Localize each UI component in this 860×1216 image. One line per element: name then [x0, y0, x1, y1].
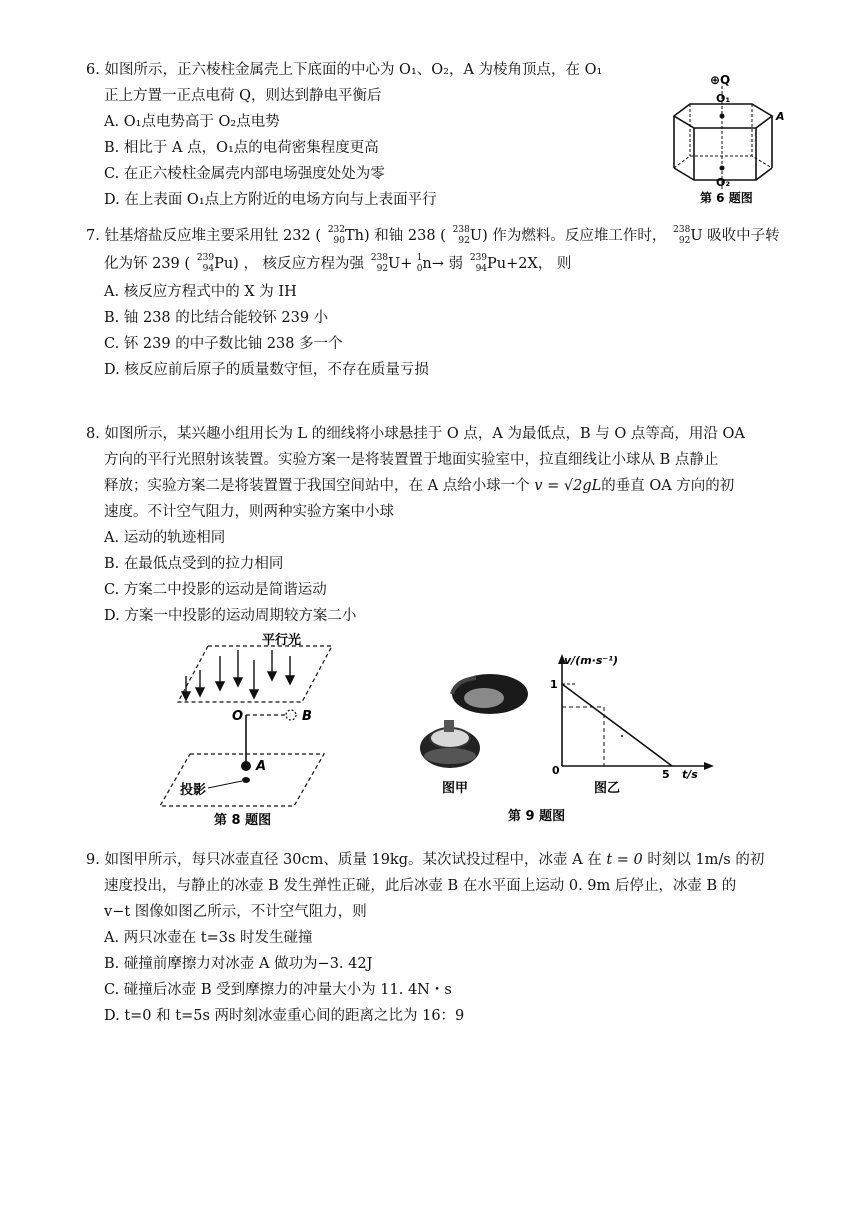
- q6-option-d: D. 在上表面 O₁点上方附近的电场方向与上表面平行: [104, 192, 437, 208]
- vt-chart: [550, 654, 714, 781]
- pu-mass-2: 239: [469, 253, 488, 263]
- th-mass: 232: [327, 225, 345, 235]
- q8-line1: 8. 如图所示，某兴趣小组用长为 L 的细线将小球悬挂于 O 点，A 为最低点，B 与 O 点等高，用沿 OA: [86, 426, 745, 442]
- q8-b-label: B: [302, 709, 312, 724]
- curling-stones-image: [420, 674, 528, 768]
- q8-option-c: C. 方案二中投影的运动是简谐运动: [104, 582, 327, 598]
- u-z-2: 92: [678, 236, 691, 246]
- u-mass-2: 238: [673, 225, 691, 235]
- q7-text-1d: U 吸收中子转: [690, 228, 780, 244]
- n-nuclide: [412, 254, 422, 274]
- pu-z: 94: [202, 264, 215, 274]
- q7-option-c: C. 钚 239 的中子数比铀 238 多一个: [104, 336, 343, 352]
- th-z: 90: [333, 236, 345, 246]
- pu-nuclide-2: [463, 254, 487, 274]
- q7-text-1a: 7. 钍基熔盐反应堆主要采用钍 232 (: [86, 228, 321, 244]
- vt-ylabel: v/(m·s⁻¹): [564, 654, 619, 667]
- q7-option-d: D. 核反应前后原子的质量数守恒，不存在质量亏损: [104, 362, 429, 378]
- q7-option-b: B. 铀 238 的比结合能较钚 239 小: [104, 310, 329, 326]
- u-symbol: U: [469, 228, 483, 244]
- vt-xtick-5: 5: [662, 768, 670, 781]
- q8-o-label: O: [232, 709, 244, 724]
- q8-figure: [160, 626, 340, 831]
- n-z: 0: [416, 264, 423, 274]
- q6-caption: 第 6 题图: [700, 191, 753, 205]
- q9-yi-label: 图乙: [594, 781, 621, 796]
- q6-charge-label: ⊕Q: [710, 73, 731, 87]
- q8-option-d: D. 方案一中投影的运动周期较方案二小: [104, 608, 357, 624]
- th-nuclide: [321, 226, 345, 246]
- q9-option-b: B. 碰撞前摩擦力对冰壶 A 做功为−3. 42J: [104, 956, 373, 972]
- u-mass-3: 238: [370, 253, 389, 263]
- q8-option-b: B. 在最低点受到的拉力相同: [104, 556, 284, 572]
- q6-stem-line1: 6. 如图所示，正六棱柱金属壳上下底面的中心为 O₁、O₂，A 为棱角顶点，在 O₁: [86, 62, 603, 78]
- u-z-3: 92: [376, 264, 389, 274]
- q7-text-2c: U+: [388, 256, 413, 272]
- q9-line3: v−t 图像如图乙所示，不计空气阻力，则: [104, 904, 367, 920]
- q9-text-1b: 时刻以 1m/s 的初: [642, 852, 765, 868]
- pu-z-2: 94: [475, 264, 488, 274]
- q6-option-c: C. 在正六棱柱金属壳内部电场强度处处为零: [104, 166, 385, 182]
- q8-line4: 速度。不计空气阻力，则两种实验方案中小球: [104, 504, 394, 520]
- q6-option-a: A. O₁点电势高于 O₂点电势: [104, 114, 280, 130]
- q7-text-2a: 化为钚 239 (: [104, 256, 191, 272]
- q7-text-2e: Pu+2X， 则: [487, 256, 572, 272]
- q9-caption: 第 9 题图: [508, 809, 566, 824]
- q6-o1-label: O₁: [716, 92, 731, 105]
- q9-option-c: C. 碰撞后冰壶 B 受到摩擦力的冲量大小为 11. 4N・s: [104, 982, 452, 998]
- vt-ytick-1: 1: [550, 678, 558, 691]
- q8-text-3a: 释放；实验方案二是将装置置于我国空间站中，在 A 点给小球一个: [104, 478, 535, 494]
- n-mass: 1: [416, 253, 423, 263]
- q8-light-label: 平行光: [262, 633, 302, 648]
- vt-xlabel: t/s: [682, 768, 698, 781]
- pu-mass: 239: [196, 253, 215, 263]
- q9-jia-label: 图甲: [442, 781, 469, 796]
- q9-line1: [86, 850, 764, 870]
- u-mass: 238: [452, 225, 470, 235]
- q6-o2-label: O₂: [716, 176, 731, 189]
- vt-origin: 0: [552, 764, 560, 777]
- q9-text-1a: 9. 如图甲所示，每只冰壶直径 30cm、质量 19kg。某次试投过程中，冰壶 A 在: [86, 852, 607, 868]
- q6-figure: [660, 62, 800, 212]
- q8-a-label: A: [256, 759, 267, 774]
- q7-text-1c: ) 作为燃料。反应堆工作时，: [482, 228, 667, 244]
- pu-symbol: Pu: [214, 256, 234, 272]
- q9-option-a: A. 两只冰壶在 t=3s 时发生碰撞: [104, 930, 313, 946]
- q7-line2: [104, 254, 571, 274]
- q9-line2: 速度投出，与静止的冰壶 B 发生弹性正碰，此后冰壶 B 在水平面上运动 0. 9m 后停止，冰壶 B 的: [104, 878, 737, 894]
- q8-velocity-formula: v = √2gL: [534, 478, 602, 494]
- q8-option-a: A. 运动的轨迹相同: [104, 530, 226, 546]
- q9-figure: [416, 650, 716, 830]
- q7-text-1b: ) 和铀 238 (: [364, 228, 446, 244]
- q7-line1: [86, 226, 780, 246]
- q8-line2: 方向的平行光照射该装置。实验方案一是将装置置于地面实验室中，拉直细线让小球从 B 点静止: [104, 452, 719, 468]
- u-nuclide-3: [364, 254, 388, 274]
- q7-option-a: A. 核反应方程式中的 X 为 IH: [104, 284, 297, 300]
- u-nuclide-2: [666, 226, 690, 246]
- th-symbol: Th: [345, 228, 365, 244]
- vt-series-line: [562, 684, 672, 766]
- q7-text-2d: n→ 弱: [422, 256, 464, 272]
- q8-line3: [104, 476, 734, 496]
- q9-t0: t = 0: [606, 852, 643, 868]
- q8-text-3b: 的垂直 OA 方向的初: [601, 478, 735, 494]
- pu-nuclide: [190, 254, 214, 274]
- q7-text-2b: ) ， 核反应方程为强: [233, 256, 365, 272]
- q8-shadow-label: 投影: [180, 783, 207, 798]
- q6-a-label: A: [776, 110, 785, 123]
- q6-stem-line2: 正上方置一正点电荷 Q，则达到静电平衡后: [104, 88, 382, 104]
- q8-caption: 第 8 题图: [214, 813, 272, 828]
- q9-option-d: D. t=0 和 t=5s 两时刻冰壶重心间的距离之比为 16：9: [104, 1008, 465, 1024]
- q6-option-b: B. 相比于 A 点，O₁点的电荷密集程度更高: [104, 140, 379, 156]
- u-z: 92: [458, 236, 470, 246]
- u-nuclide: [446, 226, 470, 246]
